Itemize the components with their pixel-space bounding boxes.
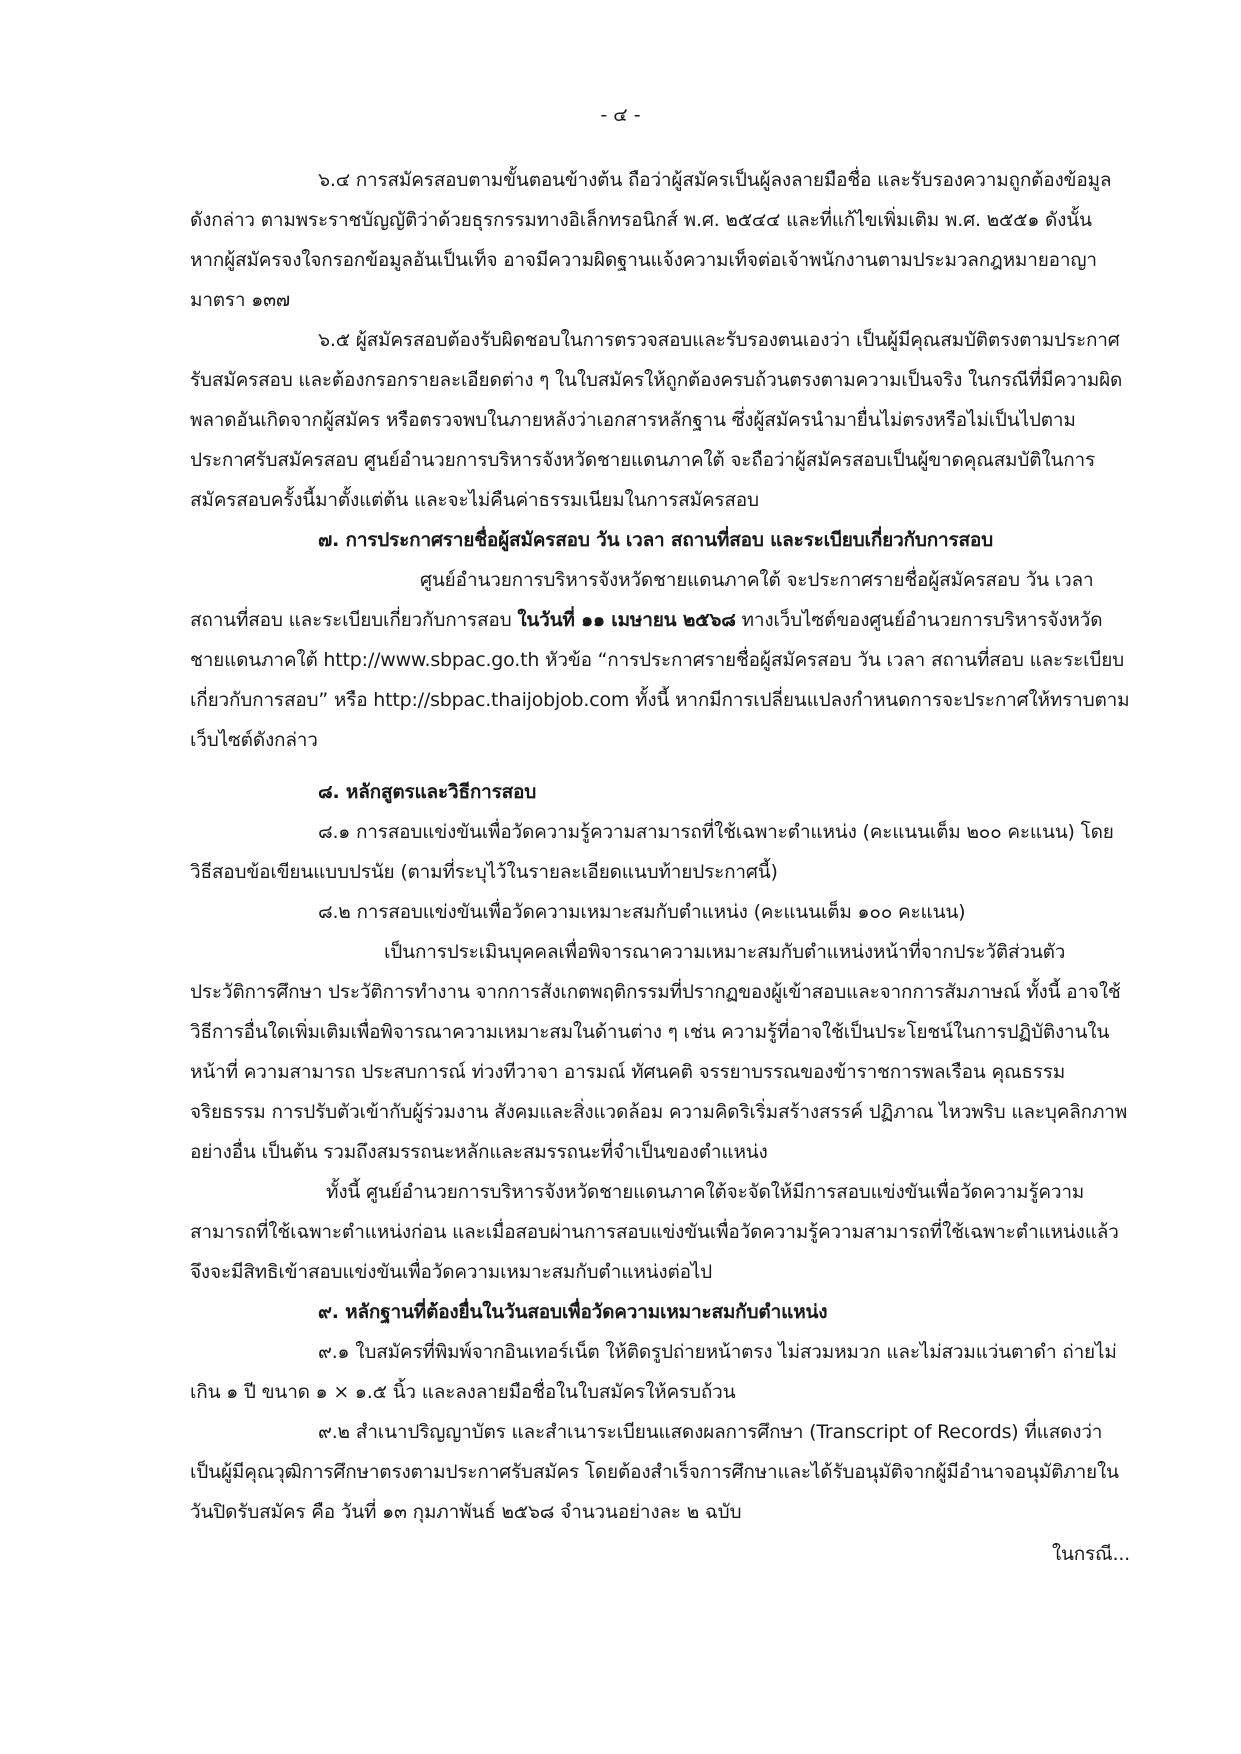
paragraph-6-5: ๖.๕ ผู้สมัครสอบต้องรับผิดชอบในการตรวจสอบและรับรองตนเองว่า เป็นผู้มีคุณสมบัติตรงตามประกาศรับสมัครสอบ และต้องกรอกรายละเอียดต่าง ๆ ในใบสมัครให้ถูกต้องครบถ้วนตรงตามความเป็นจริง ในกรณีที่มีความผิดพลาดอันเกิดจากผู้สมัคร หรือตรวจพบในภายหลังว่าเอกสารหลักฐาน ซึ่งผู้สมัครนำมายื่นไม่ตรงหรือไม่เป็นไปตามประกาศรับสมัครสอบ ศูนย์อำนวยการบริหารจังหวัดชายแดนภาคใต้ จะถือว่าผู้สมัครสอบเป็นผู้ขาดคุณสมบัติในการสมัครสอบครั้งนี้มาตั้งแต่ต้น และจะไม่คืนค่าธรรมเนียมในการสมัครสอบ (190, 329, 1123, 511)
paragraph-6-4: ๖.๔ การสมัครสอบตามขั้นตอนข้างต้น ถือว่าผู้สมัครเป็นผู้ลงลายมือชื่อ และรับรองความถูกต้องข้อมูลดังกล่าว ตามพระราชบัญญัติว่าด้วยธุรกรรมทางอิเล็กทรอนิกส์ พ.ศ. ๒๕๔๔ และที่แก้ไขเพิ่มเติม พ.ศ. ๒๕๕๑ ดังนั้น หากผู้สมัครจงใจกรอกข้อมูลอันเป็นเท็จ อาจมีความผิดฐานแจ้งความเท็จต่อเจ้าพนักงานตามประมวลกฎหมายอาญา มาตรา ๑๓๗ (190, 169, 1112, 311)
paragraph-7-intro: ศูนย์อำนวยการบริหารจังหวัดชายแดนภาคใต้ จะประกาศรายชื่อผู้สมัครสอบ วัน เวลา สถานที่สอบ และระเบียบเกี่ยวกับการสอบ (190, 569, 1094, 631)
continued-marker: ในกรณี... (1051, 1543, 1130, 1565)
paragraph-7 (190, 560, 1130, 760)
paragraph-8-2-body: เป็นการประเมินบุคคลเพื่อพิจารณาความเหมาะสมกับตำแหน่งหน้าที่จากประวัติส่วนตัว ประวัติการศึกษา ประวัติการทำงาน จากการสังเกตพฤติกรรมที่ปรากฏของผู้เข้าสอบและจากการสัมภาษณ์ ทั้งนี้ อาจใช้วิธีการอื่นใดเพิ่มเติมเพื่อพิจารณาความเหมาะสมในด้านต่าง ๆ เช่น ความรู้ที่อาจใช้เป็นประโยชน์ในการปฏิบัติงานในหน้าที่ ความสามารถ ประสบการณ์ ท่วงทีวาจา อารมณ์ ทัศนคติ จรรยาบรรณของข้าราชการพลเรือน คุณธรรมจริยธรรม การปรับตัวเข้ากับผู้ร่วมงาน สังคมและสิ่งแวดล้อม ความคิดริเริ่มสร้างสรรค์ ปฏิภาณ ไหวพริบ และบุคลิกภาพอย่างอื่น เป็นต้น รวมถึงสมรรถนะหลักและสมรรถนะที่จำเป็นของตำแหน่ง (190, 941, 1128, 1163)
page-number: - ๔ - (600, 104, 641, 126)
paragraph-8-1: ๘.๑ การสอบแข่งขันเพื่อวัดความรู้ความสามารถที่ใช้เฉพาะตำแหน่ง (คะแนนเต็ม ๒๐๐ คะแนน) โดยวิธีสอบข้อเขียนแบบปรนัย (ตามที่ระบุไว้ในรายละเอียดแนบท้ายประกาศนี้) (190, 821, 1114, 883)
paragraph-8-note: ทั้งนี้ ศูนย์อำนวยการบริหารจังหวัดชายแดนภาคใต้จะจัดให้มีการสอบแข่งขันเพื่อวัดความรู้ความสามารถที่ใช้เฉพาะตำแหน่งก่อน และเมื่อสอบผ่านการสอบแข่งขันเพื่อวัดความรู้ความสามารถที่ใช้เฉพาะตำแหน่งแล้ว จึงจะมีสิทธิเข้าสอบแข่งขันเพื่อวัดความเหมาะสมกับตำแหน่งต่อไป (190, 1181, 1119, 1283)
announcement-date: ในวันที่ ๑๑ เมษายน ๒๕๖๘ (517, 609, 736, 631)
heading-section-8: ๘. หลักสูตรและวิธีการสอบ (318, 781, 537, 803)
paragraph-9-2: ๙.๒ สำเนาปริญญาบัตร และสำเนาระเบียนแสดงผลการศึกษา (Transcript of Records) ที่แสดงว่าเป็นผู้มีคุณวุฒิการศึกษาตรงตามประกาศรับสมัคร โดยต้องสำเร็จการศึกษาและได้รับอนุมัติจากผู้มีอำนาจอนุมัติภายในวันปิดรับสมัคร คือ วันที่ ๑๓ กุมภาพันธ์ ๒๕๖๘ จำนวนอย่างละ ๒ ฉบับ (190, 1421, 1119, 1523)
heading-section-7: ๗. การประกาศรายชื่อผู้สมัครสอบ วัน เวลา สถานที่สอบ และระเบียบเกี่ยวกับการสอบ (318, 529, 993, 551)
heading-section-9: ๙. หลักฐานที่ต้องยื่นในวันสอบเพื่อวัดความเหมาะสมกับตำแหน่ง (318, 1301, 828, 1323)
paragraph-9-1: ๙.๑ ใบสมัครที่พิมพ์จากอินเทอร์เน็ต ให้ติดรูปถ่ายหน้าตรง ไม่สวมหมวก และไม่สวมแว่นตาดำ ถ่ายไม่เกิน ๑ ปี ขนาด ๑ × ๑.๕ นิ้ว และลงลายมือชื่อในใบสมัครให้ครบถ้วน (190, 1341, 1117, 1403)
paragraph-8-2: ๘.๒ การสอบแข่งขันเพื่อวัดความเหมาะสมกับตำแหน่ง (คะแนนเต็ม ๑๐๐ คะแนน) (318, 901, 966, 923)
paragraph-7-rest: ทางเว็บไซต์ของศูนย์อำนวยการบริหารจังหวัดชายแดนภาคใต้ http://www.sbpac.go.th หัวข้อ “การประกาศรายชื่อผู้สมัครสอบ วัน เวลา สถานที่สอบ และระเบียบเกี่ยวกับการสอบ” หรือ http://sbpac.thaijobjob.com ทั้งนี้ หากมีการเปลี่ยนแปลงกำหนดการจะประกาศให้ทราบตามเว็บไซต์ดังกล่าว (190, 609, 1130, 751)
document-body (190, 160, 1130, 1574)
